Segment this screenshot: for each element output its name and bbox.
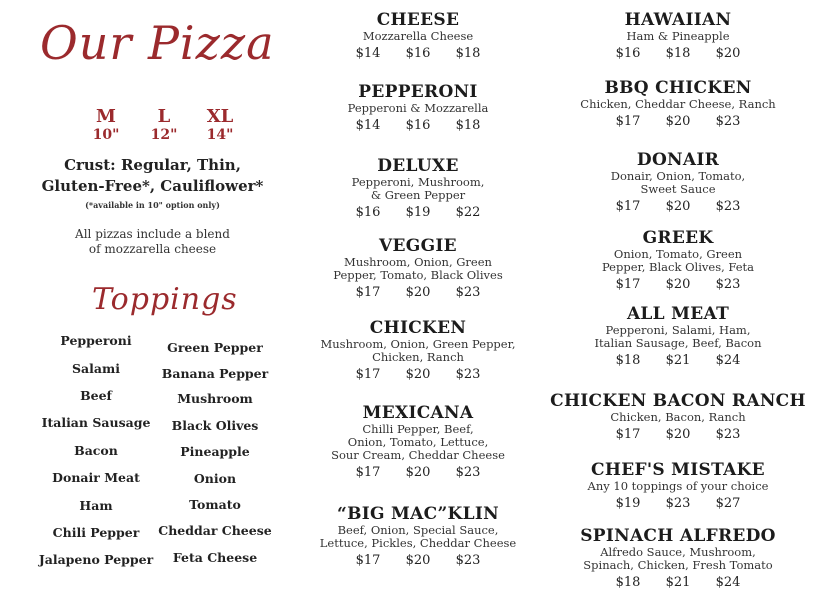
crust-line: Crust: Regular, Thin, [64,156,241,174]
price-row [548,277,808,292]
pizza-item [548,150,808,214]
pizza-description: & Green Pepper [370,188,466,202]
pizza-description: Pepperoni, Mushroom, [351,175,485,189]
pizza-item [288,318,548,382]
pizza-description: Chicken, Cheddar Cheese, Ranch [580,97,776,111]
price: $20 [405,553,431,568]
topping-item: Onion [193,471,237,486]
topping-item: Pineapple [180,444,250,459]
price: $14 [355,118,381,133]
price: $20 [665,427,691,442]
topping-item: Jalapeno Pepper [38,552,154,567]
topping-item: Beef [80,388,112,403]
size-label: M [96,106,116,127]
price: $18 [615,353,641,368]
price: $14 [355,46,381,61]
size-xlarge [200,106,240,143]
pizza-description: Alfredo Sauce, Mushroom, [600,545,756,559]
pizza-name: MEXICANA [362,403,474,423]
pizza-description: Mozzarella Cheese [362,29,474,43]
pizza-description: Onion, Tomato, Lettuce, [347,435,489,449]
pizza-item [288,82,548,133]
toppings-title: Toppings [92,282,238,317]
price: $18 [615,575,641,590]
price: $24 [715,575,741,590]
price: $16 [405,118,431,133]
topping-item: Mushroom [177,391,253,406]
price: $20 [405,367,431,382]
pizza-name: HAWAIIAN [624,10,732,30]
price: $20 [715,46,741,61]
price: $17 [615,114,641,129]
price: $21 [665,575,691,590]
topping-item: Cheddar Cheese [158,523,272,538]
pizza-description: Mushroom, Onion, Green Pepper, [320,337,516,351]
pizza-name: CHICKEN BACON RANCH [550,391,806,411]
pizza-name: “BIG MAC”KLIN [337,504,499,524]
topping-item: Donair Meat [52,470,140,485]
price: $23 [715,199,741,214]
price: $20 [665,277,691,292]
pizza-item [548,526,808,590]
pizza-description: Spinach, Chicken, Fresh Tomato [583,558,773,572]
pizza-description: Italian Sausage, Beef, Bacon [594,336,762,350]
price: $23 [715,277,741,292]
pizza-description: Pepperoni, Salami, Ham, [605,323,751,337]
pizza-name: DELUXE [377,156,459,176]
size-large [144,106,184,143]
size-label: XL [206,106,234,127]
topping-item: Chili Pepper [52,525,140,540]
price: $17 [615,277,641,292]
price: $21 [665,353,691,368]
price: $17 [355,553,381,568]
price: $23 [665,496,691,511]
price: $24 [715,353,741,368]
pizza-item [548,391,808,442]
pizza-item [548,78,808,129]
price: $18 [665,46,691,61]
topping-item: Tomato [189,497,241,512]
price-row [548,114,808,129]
pizza-name: CHEESE [376,10,460,30]
pizza-item [288,504,548,568]
crust-note: (*available in 10" option only) [85,200,220,210]
pizza-description: Lettuce, Pickles, Cheddar Cheese [319,536,517,550]
pizza-description: Sour Cream, Cheddar Cheese [331,448,505,462]
size-label: L [157,106,171,127]
price-row [548,427,808,442]
topping-item: Green Pepper [167,340,263,355]
topping-item: Salami [72,361,120,376]
size-medium [86,106,126,143]
price: $16 [355,205,381,220]
price: $20 [405,285,431,300]
price: $17 [615,427,641,442]
price-row [288,285,548,300]
pizza-description: Chicken, Ranch [372,350,464,364]
price: $23 [455,367,481,382]
price-row [288,367,548,382]
pizza-name: CHEF'S MISTAKE [591,460,765,480]
price-row [288,205,548,220]
price: $17 [355,465,381,480]
size-inches: 10" [92,127,120,143]
pizza-description: Pepperoni & Mozzarella [347,101,489,115]
pizza-name: BBQ CHICKEN [604,78,752,98]
pizza-name: VEGGIE [379,236,457,256]
price-row [288,46,548,61]
price: $18 [455,46,481,61]
blend-line: of mozzarella cheese [88,242,217,256]
price: $18 [455,118,481,133]
pizza-description: Chicken, Bacon, Ranch [610,410,746,424]
price-row [288,553,548,568]
price-row [288,465,548,480]
price: $20 [665,199,691,214]
page-title: Our Pizza [40,16,275,70]
topping-item: Feta Cheese [172,550,258,565]
price: $16 [405,46,431,61]
pizza-description: Pepper, Black Olives, Feta [601,260,755,274]
price: $23 [455,465,481,480]
topping-item: Banana Pepper [161,366,269,381]
pizza-description: Mushroom, Onion, Green [344,255,492,269]
pizza-name: PEPPERONI [358,82,478,102]
price-row [548,353,808,368]
price: $17 [615,199,641,214]
price: $16 [615,46,641,61]
price-row [288,118,548,133]
pizza-name: CHICKEN [369,318,467,338]
cheese-blend-note [20,227,285,257]
pizza-item [548,228,808,292]
pizza-item [288,156,548,220]
topping-item: Pepperoni [60,333,132,348]
pizza-name: GREEK [642,228,714,248]
price: $23 [715,114,741,129]
size-inches: 12" [150,127,178,143]
price: $23 [455,285,481,300]
pizza-description: Ham & Pineapple [626,29,730,43]
pizza-description: Pepper, Tomato, Black Olives [333,268,503,282]
size-inches: 14" [206,127,234,143]
price-row [548,575,808,590]
topping-item: Bacon [74,443,118,458]
price: $19 [405,205,431,220]
crust-line: Gluten-Free*, Cauliflower* [41,177,264,195]
price: $17 [355,285,381,300]
pizza-description: Onion, Tomato, Green [613,247,743,261]
pizza-description: Beef, Onion, Special Sauce, [337,523,499,537]
price: $23 [715,427,741,442]
price-row [548,496,808,511]
price: $17 [355,367,381,382]
pizza-name: ALL MEAT [626,304,730,324]
price: $27 [715,496,741,511]
pizza-item [288,10,548,61]
pizza-item [548,460,808,511]
pizza-description: Sweet Sauce [640,182,716,196]
blend-line: All pizzas include a blend [75,227,230,241]
price: $22 [455,205,481,220]
price: $20 [405,465,431,480]
pizza-item [288,236,548,300]
topping-item: Black Olives [171,418,259,433]
pizza-item [548,304,808,368]
price: $19 [615,496,641,511]
topping-item: Ham [79,498,113,513]
price-row [548,199,808,214]
pizza-description: Any 10 toppings of your choice [587,479,769,493]
price-row [548,46,808,61]
crust-options [20,155,285,197]
pizza-item [288,403,548,480]
pizza-description: Chilli Pepper, Beef, [362,422,474,436]
price: $20 [665,114,691,129]
pizza-name: DONAIR [636,150,720,170]
pizza-item [548,10,808,61]
topping-item: Italian Sausage [41,415,151,430]
price: $23 [455,553,481,568]
pizza-name: SPINACH ALFREDO [580,526,776,546]
pizza-description: Donair, Onion, Tomato, [610,169,746,183]
